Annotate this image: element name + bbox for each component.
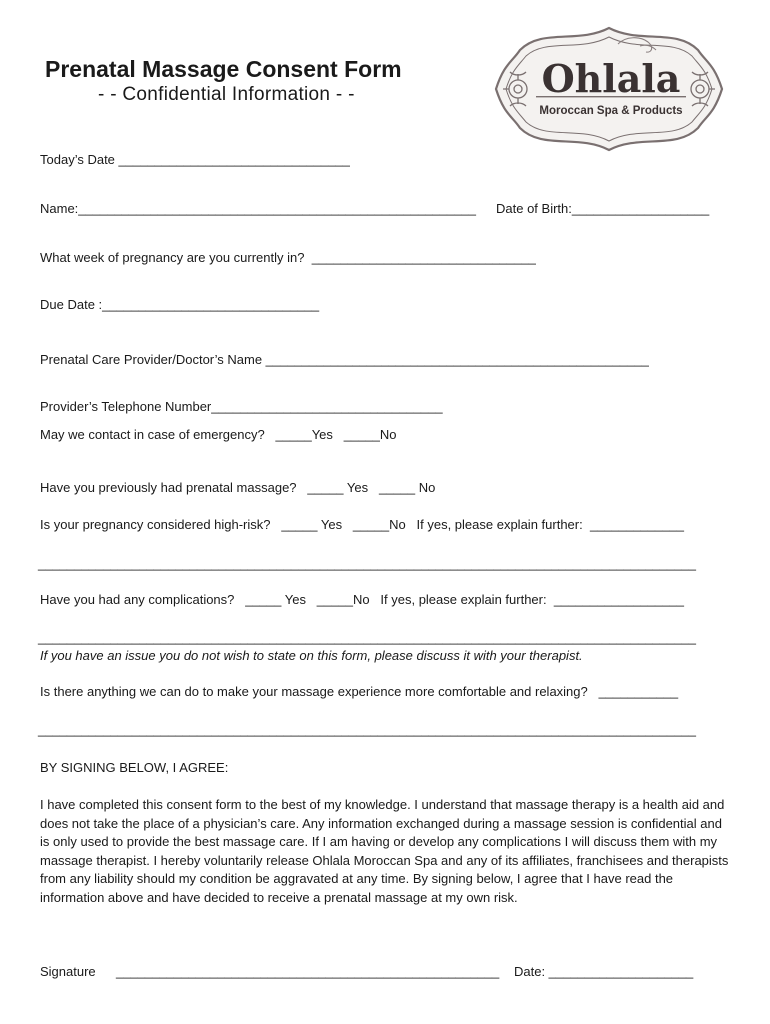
signature-label: Signature (40, 964, 96, 979)
previous-massage-question[interactable]: Have you previously had prenatal massage? _____ Yes _____ No (40, 480, 436, 495)
comfort-answer-line[interactable]: ___________________________________________________________________________________________ (38, 722, 696, 737)
provider-name-field[interactable]: Prenatal Care Provider/Doctor’s Name _____________________________________________________ (40, 352, 649, 367)
signature-line[interactable]: _____________________________________________________ (116, 964, 500, 979)
todays-date-field[interactable]: Today’s Date ________________________________ (40, 152, 350, 167)
due-date-field[interactable]: Due Date :______________________________ (40, 297, 320, 312)
agreement-text: I have completed this consent form to the best of my knowledge. I understand that massage therapy is a health aid and does not take the place of a physician’s care. Any information exchanged during a massage session is confidential and is only used to provide the best massage care. If I am having or develop any complications I will discuss them with my massage therapist. I hereby voluntarily release Ohlala Moroccan Spa and any of its affiliates, franchisees and therapists from any liability should my condition be aggravated at any time. By signing below, I agree that I have read the information above and have decided to receive a prenatal massage at my own risk. (40, 797, 729, 905)
logo-brand: Ohlala (541, 56, 681, 101)
ohlala-logo (490, 22, 728, 156)
provider-phone-field[interactable]: Provider’s Telephone Number________________________________ (40, 399, 443, 414)
pregnancy-week-field[interactable]: What week of pregnancy are you currently in? _______________________________ (40, 250, 536, 265)
form-subtitle: - - Confidential Information - - (98, 84, 355, 105)
name-field[interactable]: Name:_______________________________________________________ (40, 201, 476, 216)
complications-explain-line[interactable]: ___________________________________________________________________________________________ (38, 630, 696, 645)
signature-date-field[interactable]: Date: ____________________ (514, 964, 694, 979)
emergency-contact-question[interactable]: May we contact in case of emergency? _____Yes _____No (40, 427, 397, 442)
date-of-birth-field[interactable]: Date of Birth:___________________ (496, 201, 710, 216)
form-title: Prenatal Massage Consent Form (45, 56, 402, 82)
complications-question[interactable]: Have you had any complications? _____ Yes _____No If yes, please explain further: __________________ (40, 592, 684, 607)
comfort-question[interactable]: Is there anything we can do to make your massage experience more comfortable and relaxing? ___________ (40, 684, 679, 699)
high-risk-question[interactable]: Is your pregnancy considered high-risk? _____ Yes _____No If yes, please explain further: _____________ (40, 517, 684, 532)
high-risk-explain-line[interactable]: ___________________________________________________________________________________________ (38, 556, 696, 571)
discuss-note: If you have an issue you do not wish to state on this form, please discuss it with your therapist. (40, 648, 583, 663)
logo-tagline: Moroccan Spa & Products (539, 105, 683, 117)
agreement-heading: BY SIGNING BELOW, I AGREE: (40, 760, 229, 775)
